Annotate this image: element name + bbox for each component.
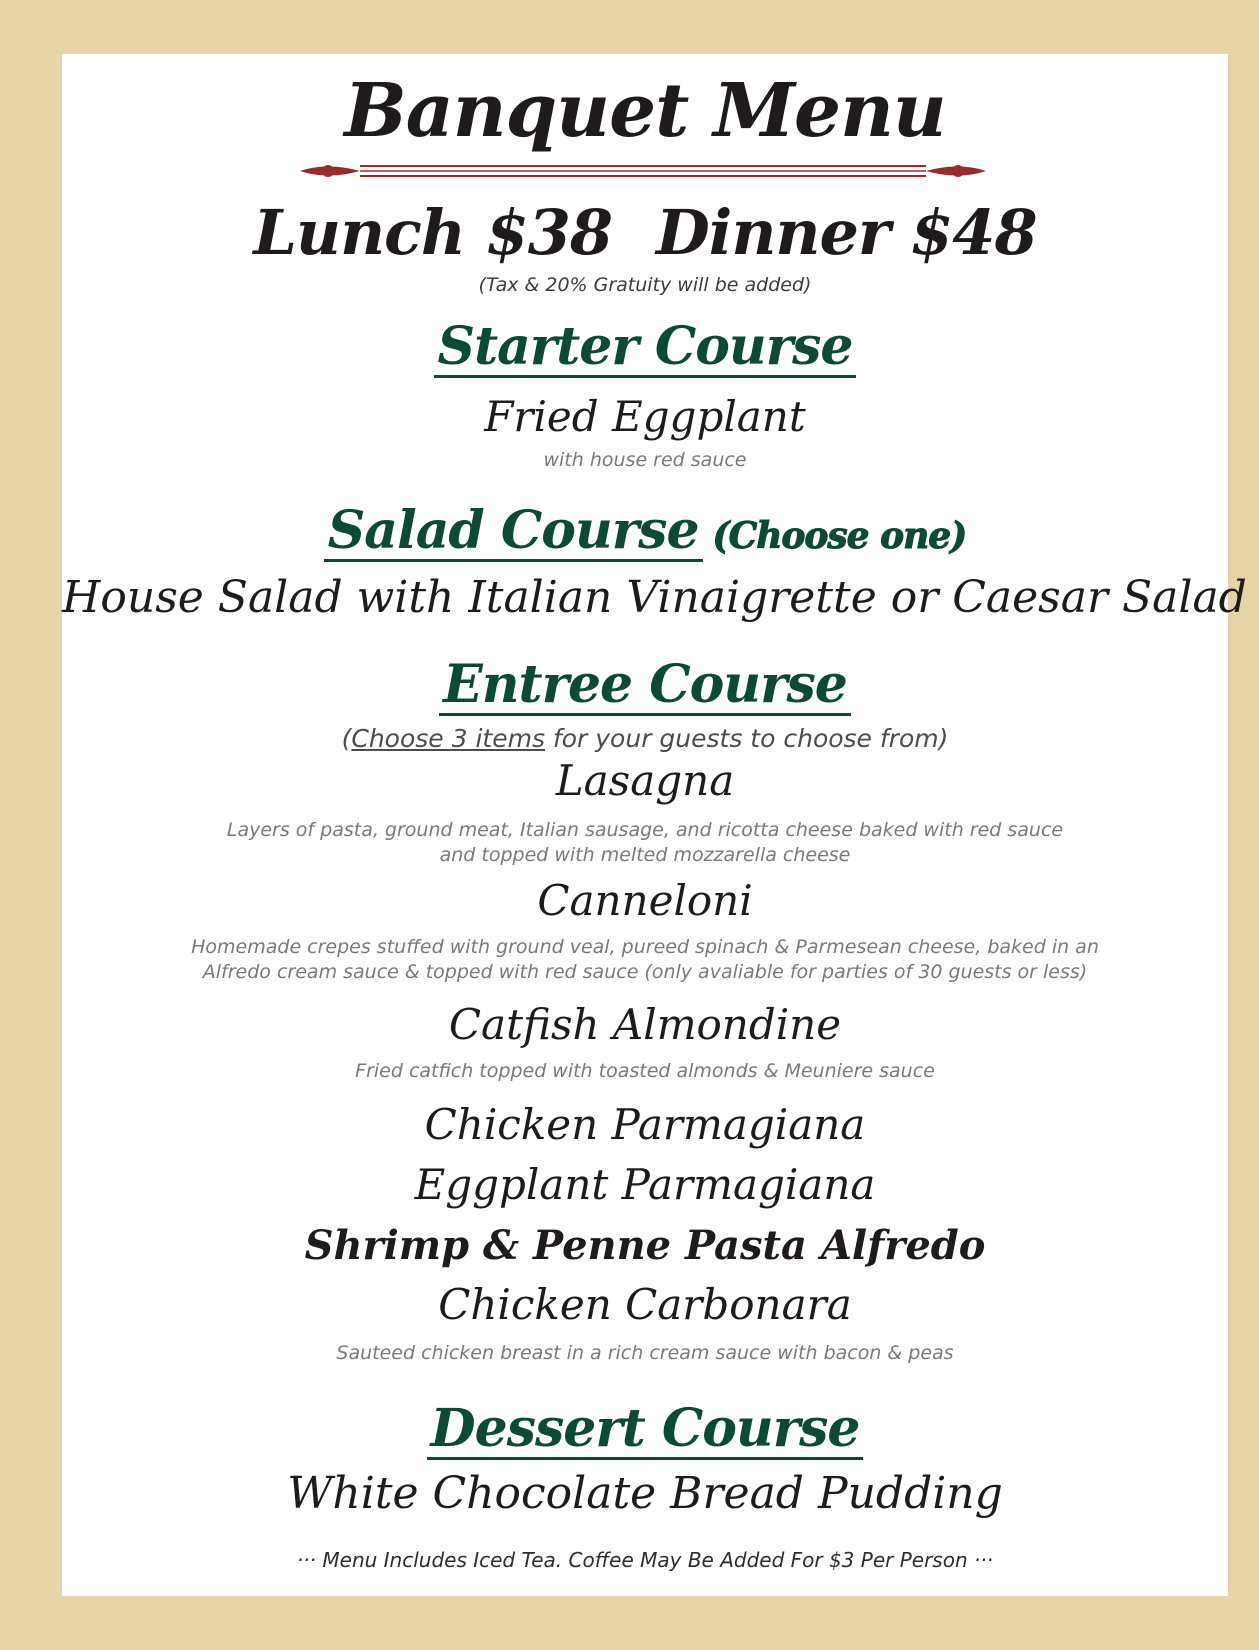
entree-choose-note: (Choose 3 items for your guests to choose from) [341,724,949,753]
entree-item-name: Catfish Almondine [448,1000,842,1049]
entree-item-desc: Homemade crepes stuffed with ground veal, pureed spinach & Parmesean cheese, baked in an [191,936,1099,958]
starter-heading: Starter Course [62,316,1228,378]
tax-note: (Tax & 20% Gratuity will be added) [478,274,812,296]
price-line [62,196,1228,269]
lunch-price: Lunch $38 [253,196,612,269]
entree-item-name: Eggplant Parmagiana [414,1160,876,1209]
entree-item-name: Chicken Carbonara [438,1280,852,1329]
entree-item-name: Lasagna [555,756,735,805]
entree-item-desc: and topped with melted mozzarella cheese [439,844,851,866]
entree-item-desc: Layers of pasta, ground meat, Italian sausage, and ricotta cheese baked with red sauce [226,819,1064,841]
salad-heading: Salad Course (Choose one) [62,500,1228,562]
dinner-price: Dinner $48 [656,196,1037,269]
entree-heading: Entree Course [62,654,1228,716]
dessert-item: White Chocolate Bread Pudding [287,1468,1003,1519]
entree-item-desc: Sauteed chicken breast in a rich cream sauce with bacon & peas [336,1342,954,1364]
salad-choose-note: (Choose one) [712,515,967,557]
entree-item-desc: Fried catfich topped with toasted almonds & Meuniere sauce [355,1060,935,1082]
entree-item-name: Shrimp & Penne Pasta Alfredo [304,1222,986,1269]
dessert-heading: Dessert Course [62,1398,1228,1460]
entree-item-name: Chicken Parmagiana [424,1100,866,1149]
salad-item: House Salad with Italian Vinaigrette or Caesar Salad [62,572,1247,623]
entree-item-name: Canneloni [537,876,753,925]
starter-item: Fried Eggplant [484,392,806,441]
footer-note: ··· Menu Includes Iced Tea. Coffee May Be Added For $3 Per Person ··· [296,1548,994,1572]
menu-page [62,54,1247,1596]
starter-desc: with house red sauce [543,449,747,471]
menu-title: Banquet Menu [344,68,946,154]
entree-item-desc: Alfredo cream sauce & topped with red sauce (only avaliable for parties of 30 guests or less) [202,961,1088,983]
ornamental-divider [298,159,988,183]
